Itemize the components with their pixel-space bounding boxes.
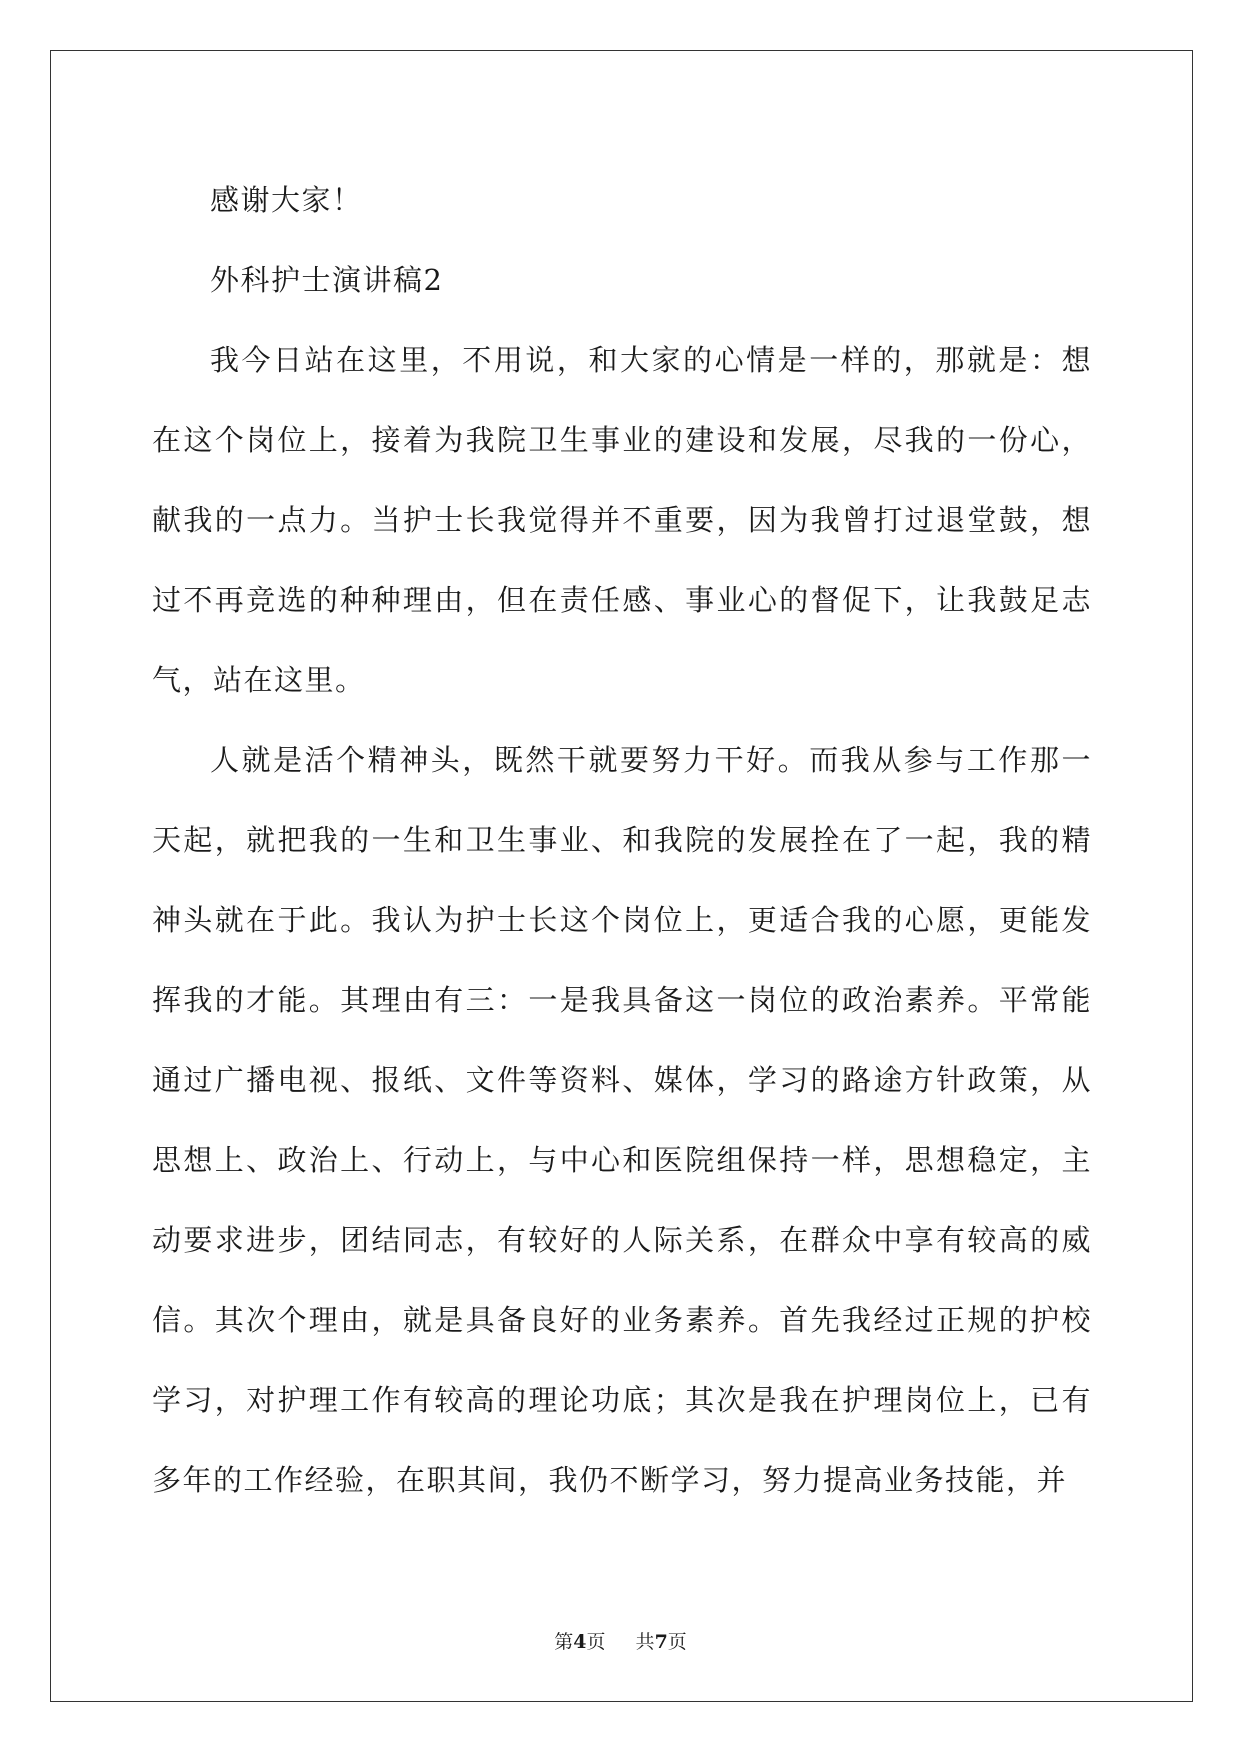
total-suffix: 页 — [667, 1631, 687, 1653]
page-footer — [0, 1627, 1241, 1654]
total-pages-label — [636, 1631, 687, 1653]
paragraph-intro: 我今日站在这里，不用说，和大家的心情是一样的，那就是：想在这个岗位上，接着为我院卫生事业的建设和发展，尽我的一份心，献我的一点力。当护士长我觉得并不重要，因为我曾打过退堂鼓，想过不再竞选的种种理由，但在责任感、事业心的督促下，让我鼓足志气，站在这里。 — [152, 343, 1092, 697]
paragraph-reasons: 人就是活个精神头，既然干就要努力干好。而我从参与工作那一天起，就把我的一生和卫生事业、和我院的发展拴在了一起，我的精神头就在于此。我认为护士长这个岗位上，更适合我的心愿，更能发挥我的才能。其理由有三：一是我具备这一岗位的政治素养。平常能通过广播电视、报纸、文件等资料、媒体，学习的路途方针政策，从思想上、政治上、行动上，与中心和医院组保持一样，思想稳定，主动要求进步，团结同志，有较好的人际关系，在群众中享有较高的威信。其次个理由，就是具备良好的业务素养。首先我经过正规的护校学习，对护理工作有较高的理论功底；其次是我在护理岗位上，已有多年的工作经验，在职其间，我仍不断学习，努力提高业务技能，并 — [152, 743, 1092, 1497]
page-suffix: 页 — [586, 1631, 606, 1653]
total-page-number: 7 — [654, 1631, 668, 1653]
closing-line: 感谢大家！ — [210, 183, 363, 217]
page-prefix: 第 — [554, 1631, 574, 1653]
current-page-number: 4 — [573, 1631, 587, 1653]
document-body — [152, 160, 1092, 1520]
section-title: 外科护士演讲稿2 — [210, 263, 444, 297]
page-number-label — [554, 1631, 611, 1653]
total-prefix: 共 — [635, 1631, 655, 1653]
